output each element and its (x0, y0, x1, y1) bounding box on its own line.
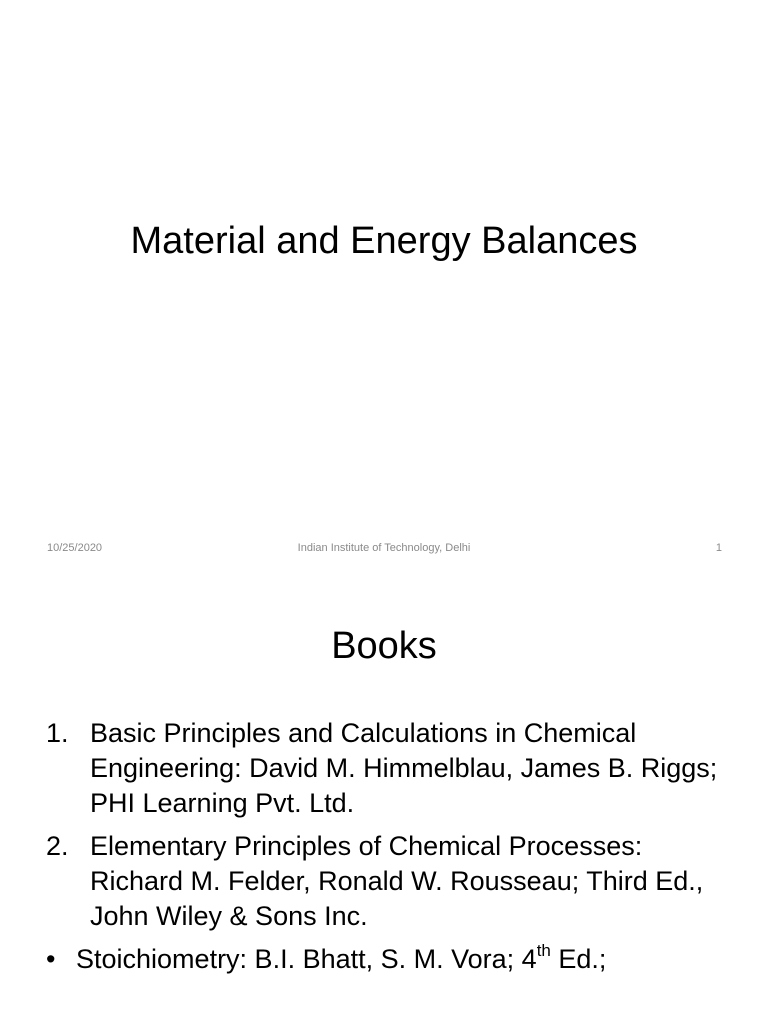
slide-2 (0, 576, 768, 1024)
book-reference-text: Stoichiometry: B.I. Bhatt, S. M. Vora; 4 (76, 944, 537, 974)
list-number: 1. (46, 718, 69, 748)
book-reference: Basic Principles and Calculations in Chemical Engineering: David M. Himmelblau, James B. Riggs; PHI Learning Pvt. Ltd. (90, 718, 718, 818)
footer-institute: Indian Institute of Technology, Delhi (297, 542, 471, 554)
book-reference: Elementary Principles of Chemical Processes: Richard M. Felder, Ronald W. Rousseau; Third Ed., John Wiley & Sons Inc. (90, 831, 704, 931)
list-number: 2. (46, 831, 69, 861)
ordinal-superscript: th (536, 941, 551, 960)
bullet-icon: • (46, 944, 56, 974)
footer-date: 10/25/2020 (47, 542, 103, 554)
list-item (46, 716, 736, 821)
book-list (46, 716, 736, 977)
footer-page-number: 1 (715, 542, 722, 554)
slide-title: Material and Energy Balances (130, 220, 638, 262)
slide-title: Books (331, 625, 437, 667)
book-reference-text-end: Ed.; (550, 944, 607, 974)
list-item (46, 829, 736, 934)
list-item (46, 942, 736, 977)
book-reference (76, 942, 736, 977)
